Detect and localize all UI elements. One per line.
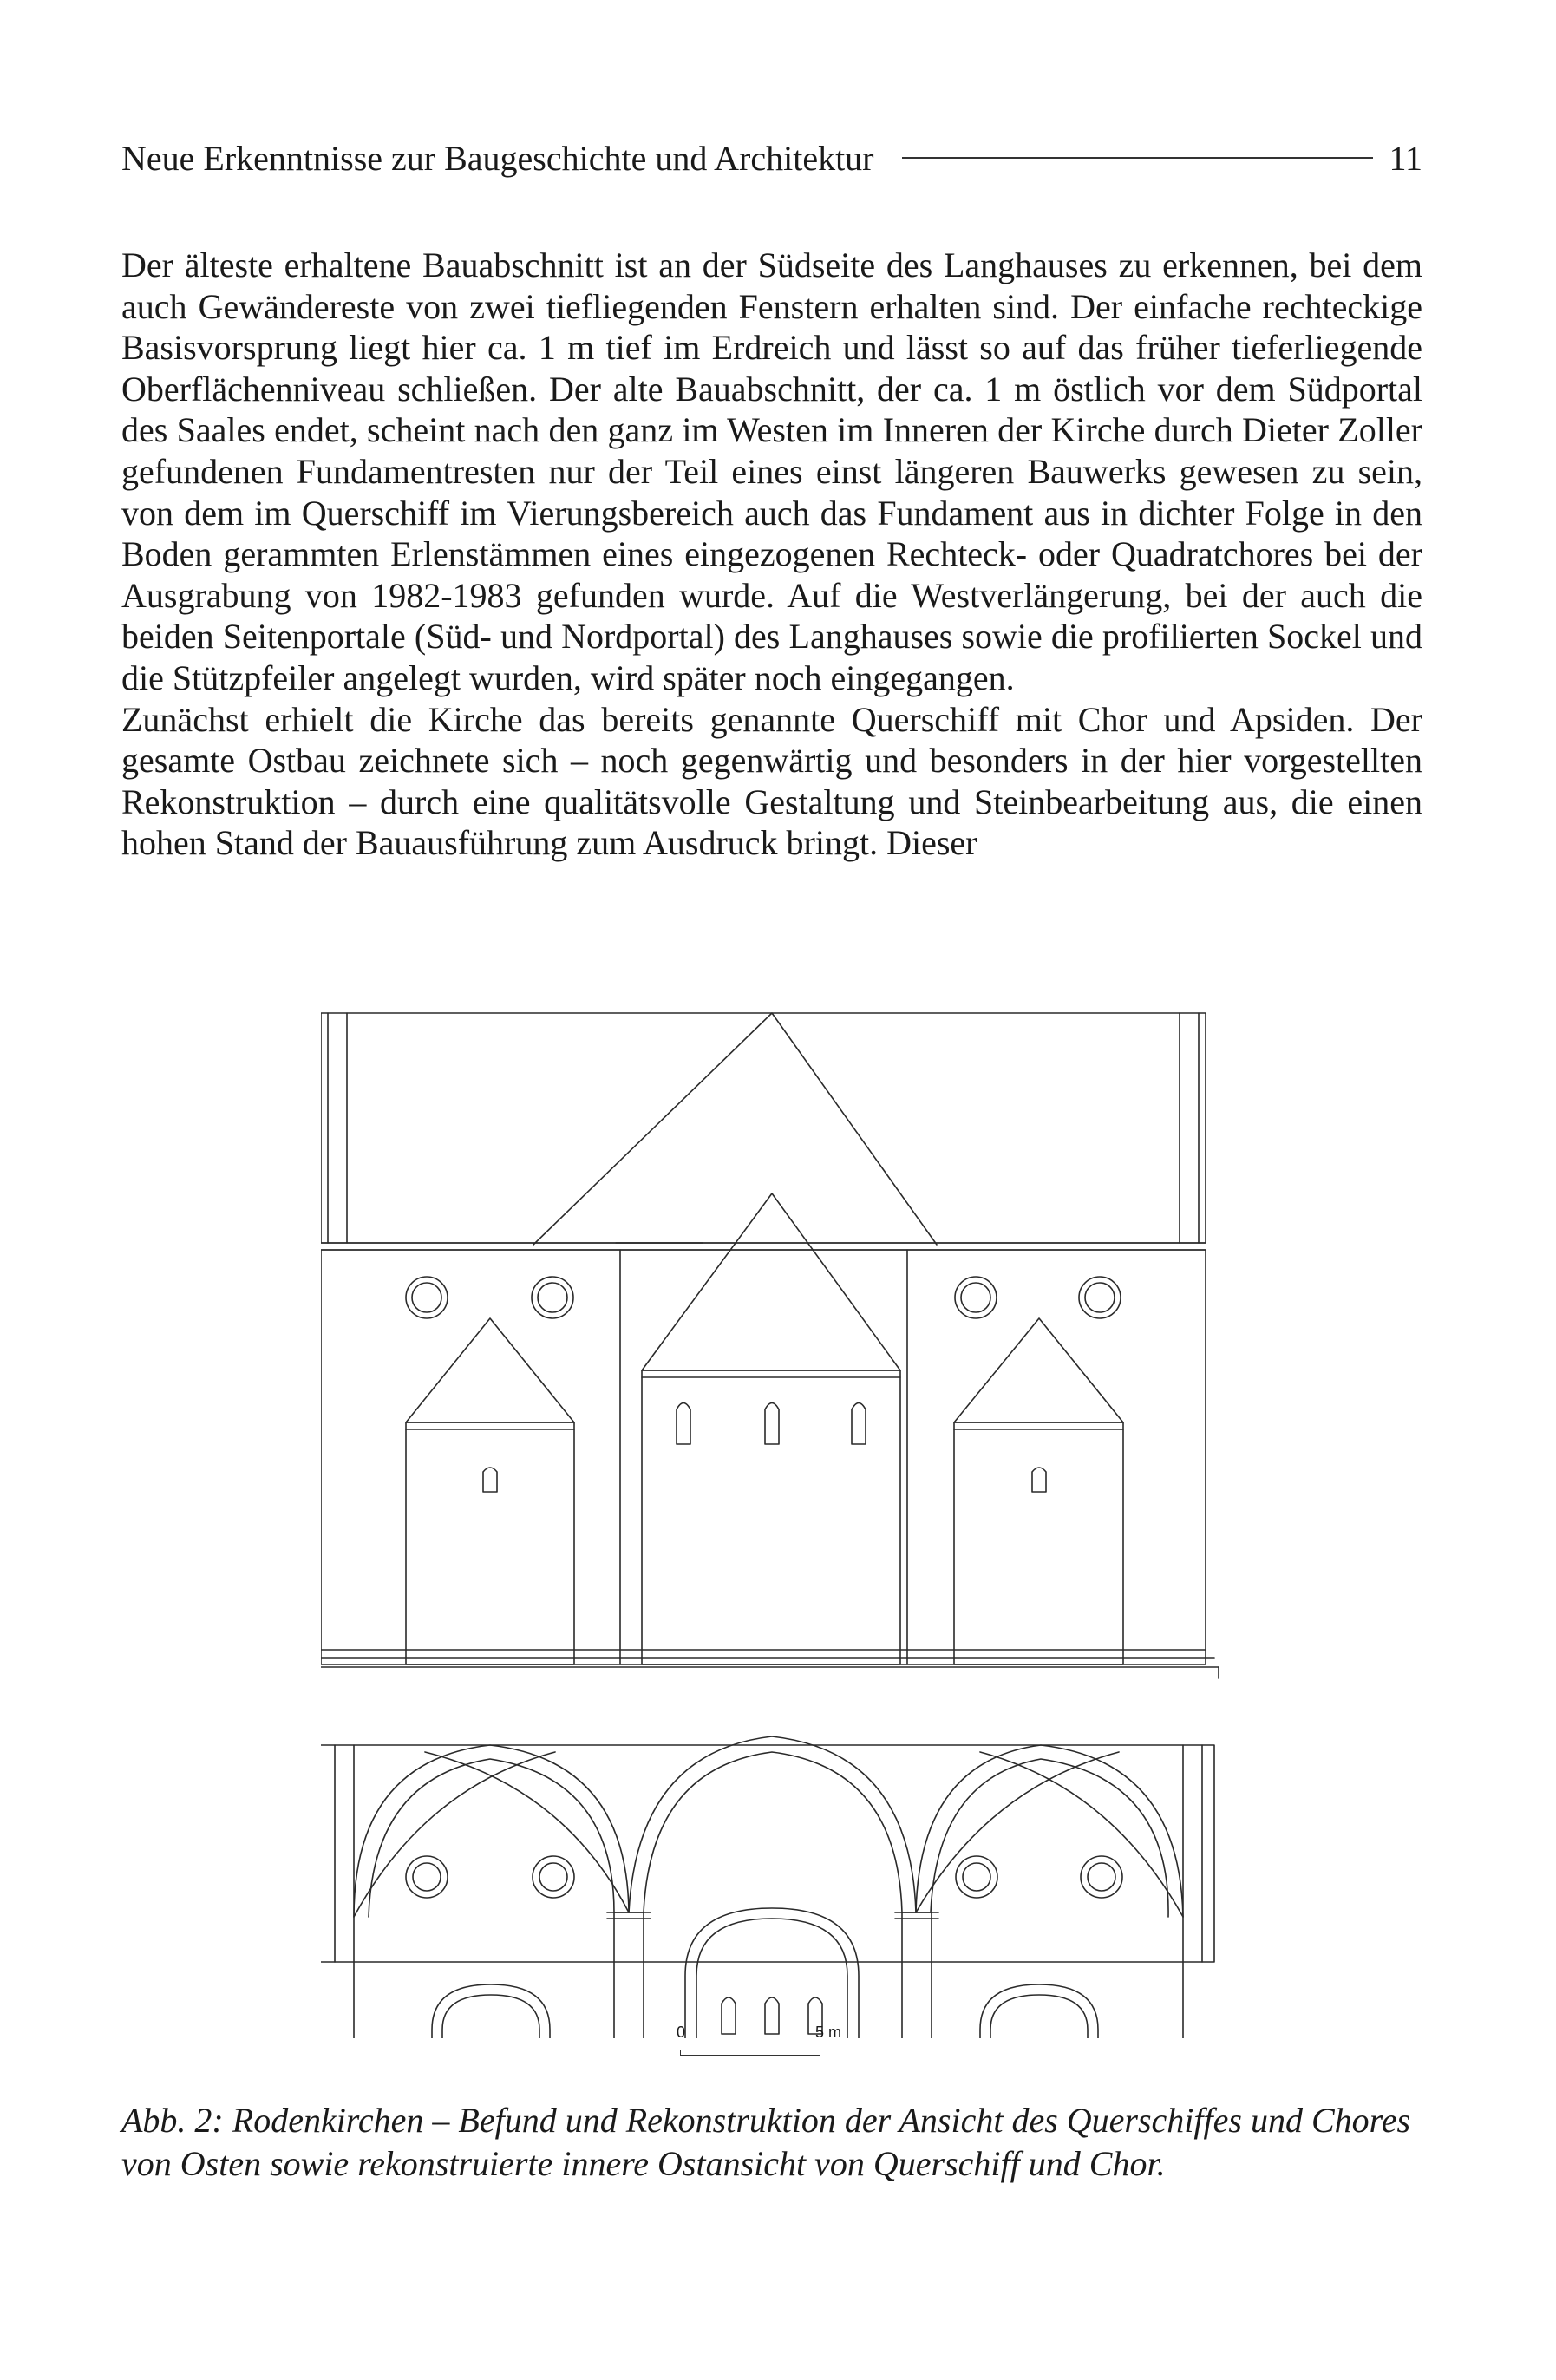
paragraph: Zunächst erhielt die Kirche das bereits genannte Querschiff mit Chor und Apsiden. Der gesamte Ostbau zeichnete sich – noch gegenwärtig und besonders in der hier vorgestellten Rekonstruktion – durch eine qualitätsvolle Gestaltung und Steinbearbeitung aus, die einen hohen Stand der Bauausführung zum Ausdruck bringt. Dieser (121, 699, 1422, 863)
body-text (121, 245, 1422, 864)
scale-end-label: 5 m (815, 2024, 842, 2041)
scale-line (680, 2050, 820, 2056)
paragraph: Der älteste erhaltene Bauabschnitt ist an der Südseite des Langhauses zu erkennen, bei dem auch Gewändereste von zwei tiefliegenden Fenstern erhalten sind. Der einfache rechteckige Basisvorsprung liegt hier ca. 1 m tief im Erdreich und lässt so auf das früher tieferliegende Oberflächenniveau schließen. Der alte Bauabschnitt, der ca. 1 m östlich vor dem Südportal des Saales endet, scheint nach den ganz im Westen im Inneren der Kirche durch Dieter Zoller gefundenen Fundamentresten nur der Teil eines einst längeren Bauwerks gewesen zu sein, von dem im Querschiff im Vierungsbereich auch das Fundament aus in dichter Folge in den Boden gerammten Erlenstämmen eines eingezogenen Rechteck- oder Quadratchores bei der Ausgrabung von 1982-1983 gefunden wurde. Auf die Westverlängerung, bei der auch die beiden Seitenportale (Süd- und Nordportal) des Langhauses sowie die profilierten Sockel und die Stützpfeiler angelegt wurden, wird später noch eingegangen. (121, 245, 1422, 697)
exterior-east-elevation (321, 1013, 1219, 1678)
interior-east-elevation (321, 1736, 1223, 2038)
architectural-drawing (321, 1006, 1223, 2038)
running-title: Neue Erkenntnisse zur Baugeschichte und Architektur (121, 138, 874, 178)
scale-bar (677, 2024, 867, 2067)
scale-start-label: 0 (677, 2024, 686, 2041)
header-rule (902, 157, 1374, 159)
page-number: 11 (1389, 138, 1422, 178)
running-header (121, 132, 1422, 184)
figure-caption: Abb. 2: Rodenkirchen – Befund und Rekonstruktion der Ansicht des Querschiffes und Chores von Osten sowie rekonstruierte innere Ostansicht von Querschiff und Chor. (121, 2101, 1411, 2183)
